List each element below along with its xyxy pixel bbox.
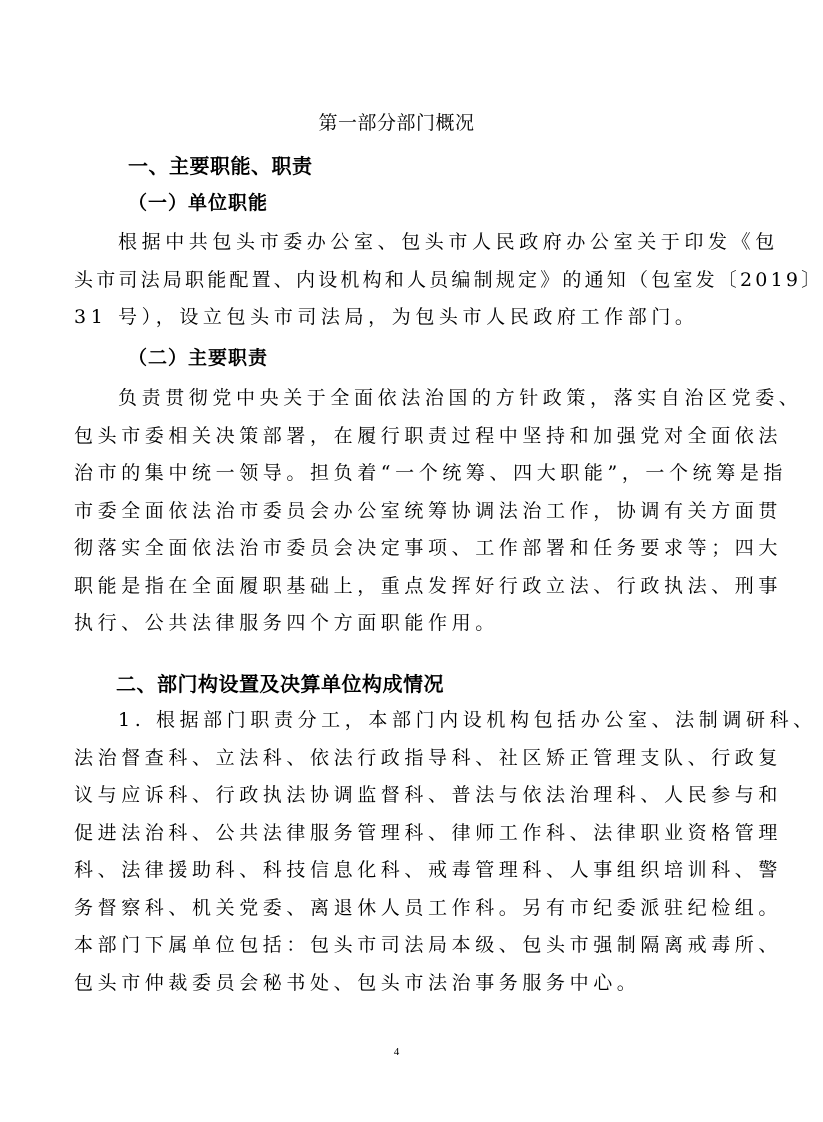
text-line: 1. 根据部门职责分工，本部门内设机构包括办公室、法制调研科、: [118, 709, 817, 731]
text-line: 务督察科、机关党委、离退休人员工作科。另有市纪委派驻纪检组。: [74, 896, 783, 919]
text-line: 执行、公共法律服务四个方面职能作用。: [74, 612, 499, 634]
text-line: 法治督查科、立法科、依法行政指导科、社区矫正管理支队、行政复: [74, 746, 783, 769]
paragraph-structure: [74, 702, 817, 1002]
text-line: 职能是指在全面履职基础上，重点发挥好行政立法、行政执法、刑事: [74, 574, 783, 597]
page-title: 第一部分部门概况: [318, 112, 475, 134]
text-line: 本部门下属单位包括：包头市司法局本级、包头市强制隔离戒毒所、: [74, 934, 783, 956]
text-line: 负责贯彻党中央关于全面依法治国的方针政策，落实自治区党委、: [118, 387, 803, 409]
text-line: 31 号），设立包头市司法局，为包头市人民政府工作部门。: [74, 306, 699, 328]
text-line: 包头市委相关决策部署，在履行职责过程中坚持和加强党对全面依法: [74, 424, 783, 447]
text-line: 包头市仲裁委员会秘书处、包头市法治事务服务中心。: [74, 971, 641, 994]
text-line: 议与应诉科、行政执法协调监督科、普法与依法治理科、人民参与和: [74, 784, 783, 806]
text-line: 市委全面依法治市委员会办公室统筹协调法治工作，协调有关方面贯: [74, 499, 783, 522]
text-line: 治市的集中统一领导。担负着“一个统筹、四大职能”，一个统筹是指: [74, 462, 788, 484]
page-number: 4: [393, 1046, 400, 1058]
paragraph-main-duties: [74, 380, 803, 643]
text-line: 促进法治科、公共法律服务管理科、律师工作科、法律职业资格管理: [74, 821, 783, 844]
subsection-heading-unit-functions: （一）单位职能: [128, 192, 269, 214]
text-line: 头市司法局职能配置、内设机构和人员编制规定》的通知（包室发〔2019〕: [74, 268, 823, 291]
subsection-heading-main-duties: （二）主要职责: [128, 347, 269, 369]
text-line: 彻落实全面依法治市委员会决定事项、工作部署和任务要求等；四大: [74, 537, 783, 559]
text-line: 科、法律援助科、科技信息化科、戒毒管理科、人事组织培训科、警: [74, 859, 783, 881]
paragraph-unit-functions: [74, 224, 823, 337]
text-line: 根据中共包头市委办公室、包头市人民政府办公室关于印发《包: [118, 231, 779, 253]
section-heading-structure: 二、部门构设置及决算单位构成情况: [116, 672, 444, 696]
section-heading-main-functions: 一、主要职能、职责: [128, 154, 313, 178]
